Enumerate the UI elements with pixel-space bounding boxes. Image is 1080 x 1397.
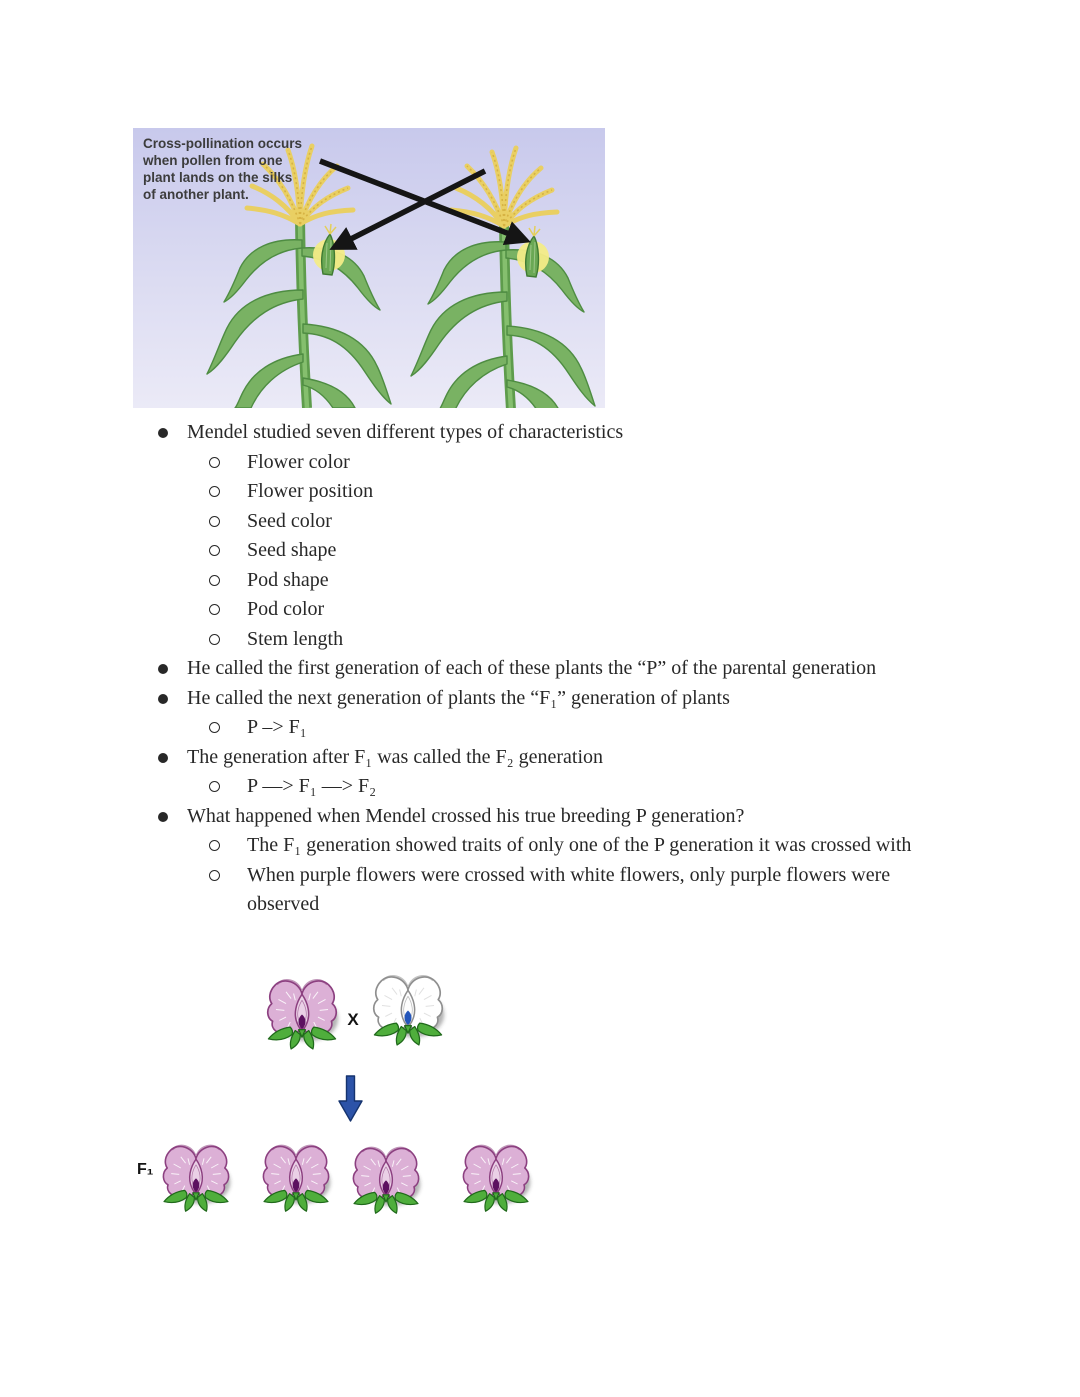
list-item: Flower color	[0, 448, 950, 478]
f1-generation-label: F₁	[137, 1161, 154, 1178]
down-arrow-icon	[338, 1075, 363, 1122]
list-item: He called the next generation of plants the “F₁” generation of plants	[0, 684, 950, 714]
purple-flower-offspring-icon[interactable]	[346, 1138, 426, 1218]
list-item: P –> F₁	[0, 713, 950, 743]
list-item: When purple flowers were crossed with white flowers, only purple flowers were observed	[0, 861, 950, 920]
caption-line: when pollen from one	[143, 153, 283, 168]
purple-flower-parent-icon[interactable]	[260, 970, 344, 1054]
list-item: The generation after F₁ was called the F₂ generation	[0, 743, 950, 773]
purple-flower-offspring-icon[interactable]	[256, 1136, 336, 1216]
purple-flower-offspring-icon[interactable]	[456, 1136, 536, 1216]
list-item: P —> F₁ —> F₂	[0, 772, 950, 802]
list-item: He called the first generation of each of these plants the “P” of the parental generation	[0, 654, 950, 684]
list-item: Mendel studied seven different types of characteristics	[0, 418, 950, 448]
list-item: Seed shape	[0, 536, 950, 566]
list-item: What happened when Mendel crossed his true breeding P generation?	[0, 802, 950, 832]
purple-flower-offspring-icon[interactable]	[156, 1136, 236, 1216]
caption-line: Cross-pollination occurs	[143, 136, 303, 151]
list-item: Pod color	[0, 595, 950, 625]
white-flower-parent-icon[interactable]	[366, 966, 450, 1050]
list-item: The F₁ generation showed traits of only one of the P generation it was crossed with	[0, 831, 950, 861]
list-item: Seed color	[0, 507, 950, 537]
cross-symbol: X	[347, 1010, 359, 1029]
cross-pollination-figure[interactable]	[133, 128, 605, 408]
list-item: Stem length	[0, 625, 950, 655]
notes-list	[0, 418, 1080, 920]
caption-line: of another plant.	[143, 187, 249, 202]
corn-plants-illustration	[133, 128, 605, 408]
caption-line: plant lands on the silks	[143, 170, 293, 185]
list-item: Pod shape	[0, 566, 950, 596]
list-item: Flower position	[0, 477, 950, 507]
